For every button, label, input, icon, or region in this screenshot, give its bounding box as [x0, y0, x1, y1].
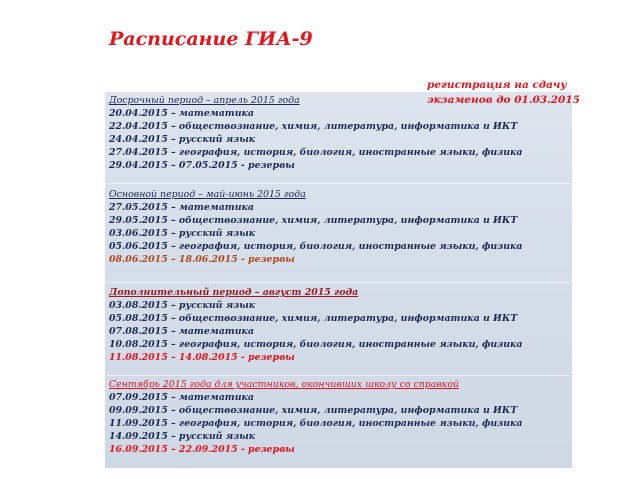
- section-additional-period: [109, 286, 522, 365]
- schedule-line: 03.08.2015 – русский язык: [109, 300, 256, 312]
- schedule-line: 09.09.2015 – обществознание, химия, литература, информатика и ИКТ: [109, 405, 518, 417]
- reserve-line: 11.08.2015 – 14.08.2015 - резервы: [109, 352, 295, 364]
- section-divider: [107, 375, 570, 376]
- page-title: Расписание ГИА-9: [109, 28, 313, 50]
- reserve-line: 16.09.2015 – 22.09.2015 - резервы: [109, 444, 295, 456]
- section-divider: [107, 282, 570, 283]
- schedule-line: 11.09.2015 – география, история, биология, иностранные языки, физика: [109, 418, 523, 430]
- schedule-line: 27.04.2015 – география, история, биология, иностранные языки, физика: [109, 147, 523, 159]
- registration-line-1: регистрация на сдачу: [427, 79, 567, 91]
- schedule-line: 14.09.2015 – русский язык: [109, 431, 256, 443]
- schedule-line: 29.05.2015 – обществознание, химия, литература, информатика и ИКТ: [109, 215, 518, 227]
- schedule-line: 27.05.2015 – математика: [109, 202, 254, 214]
- schedule-line: 05.08.2015 – обществознание, химия, литература, информатика и ИКТ: [109, 313, 518, 325]
- schedule-line: 03.06.2015 – русский язык: [109, 228, 256, 240]
- schedule-line: 22.04.2015 – обществознание, химия, литература, информатика и ИКТ: [109, 121, 518, 133]
- schedule-line: 10.08.2015 – география, история, биология, иностранные языки, физика: [109, 339, 523, 351]
- schedule-line: 24.04.2015 – русский язык: [109, 134, 256, 146]
- schedule-line: 05.06.2015 – география, история, биология, иностранные языки, физика: [109, 241, 523, 253]
- section-heading: Основной период – май-июнь 2015 года: [109, 189, 306, 200]
- reserve-line: 08.06.2015 – 18.06.2015 - резервы: [109, 254, 295, 266]
- section-divider: [107, 183, 570, 184]
- schedule-line: 07.09.2015 – математика: [109, 392, 254, 404]
- registration-line-2: экзаменов до 01.03.2015: [427, 94, 580, 106]
- section-heading: Сентябрь 2015 года для участников, окончивших школу со справкой: [109, 379, 460, 390]
- section-main-period: [109, 188, 522, 267]
- schedule-line: 07.08.2015 – математика: [109, 326, 254, 338]
- schedule-line: 20.04.2015 – математика: [109, 108, 254, 120]
- schedule-line: 29.04.2015 – 07.05.2015 - резервы: [109, 160, 295, 172]
- section-early-period: [109, 94, 522, 173]
- section-september: [109, 378, 522, 457]
- section-heading: Досрочный период – апрель 2015 года: [109, 95, 300, 106]
- section-heading: Дополнительный период – август 2015 года: [109, 287, 359, 298]
